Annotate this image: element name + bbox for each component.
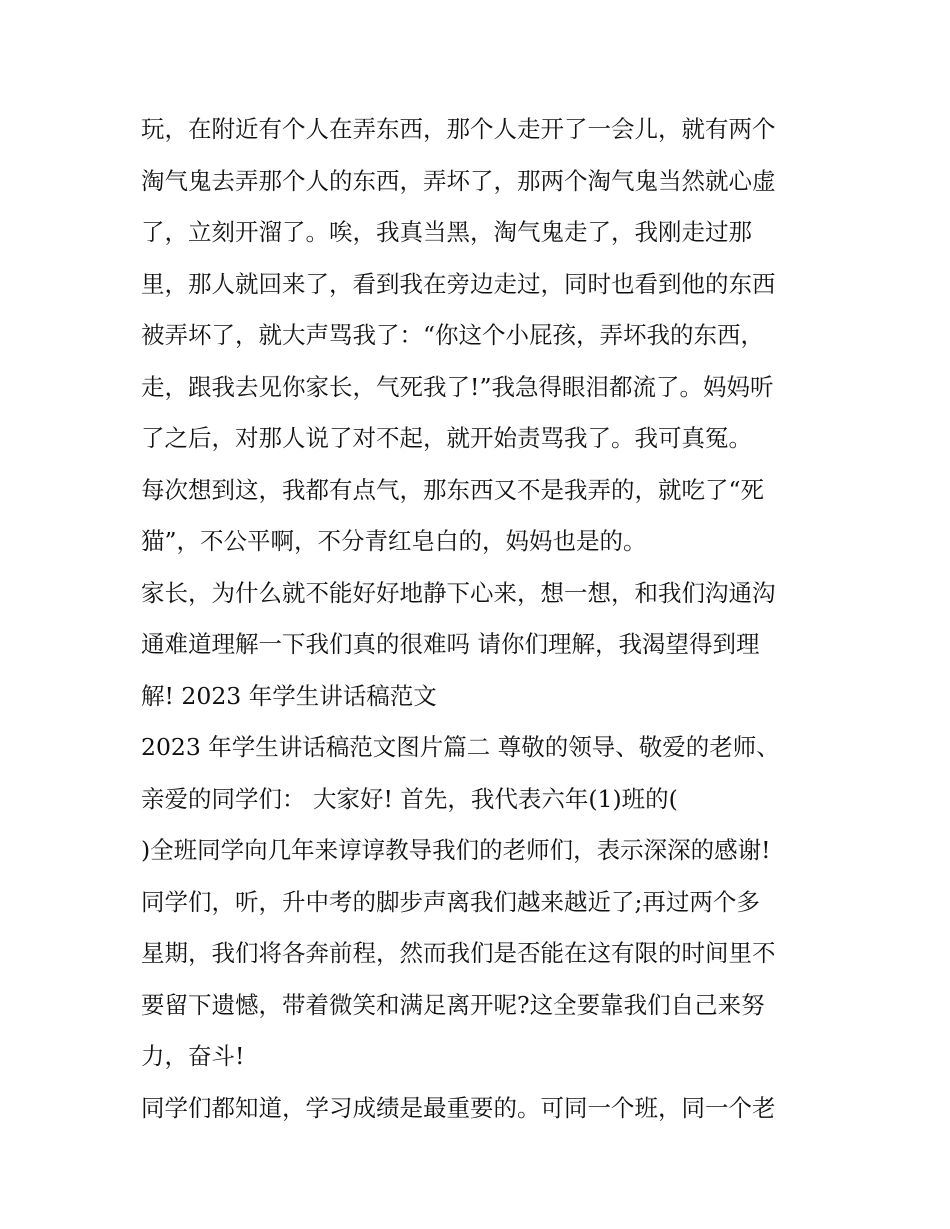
text-line: 2023 年学生讲话稿范文图片篇二 尊敬的领导、敬爱的老师、 (141, 733, 780, 761)
text-line: 玩，在附近有个人在弄东西，那个人走开了一会儿，就有两个 (141, 115, 776, 143)
text-line: 星期，我们将各奔前程，然而我们是否能在这有限的时间里不 (141, 939, 776, 967)
text-line: 了之后，对那人说了对不起，就开始责骂我了。我可真冤。 (141, 424, 752, 452)
text-line: 被弄坏了，就大声骂我了：“你这个小屁孩，弄坏我的东西， (141, 321, 765, 349)
text-line: 淘气鬼去弄那个人的东西，弄坏了，那两个淘气鬼当然就心虚 (141, 166, 776, 195)
text-line: 力，奋斗! (141, 1042, 245, 1070)
text-line: 要留下遗憾，带着微笑和满足离开呢?这全要靠我们自己来努 (141, 990, 765, 1019)
text-line: 解! 2023 年学生讲话稿范文 (141, 681, 437, 710)
text-line: 走，跟我去见你家长，气死我了!”我急得眼泪都流了。妈妈听 (141, 372, 774, 401)
text-line: )全班同学向几年来谆谆教导我们的老师们，表示深深的感谢! (141, 836, 771, 864)
text-line: 同学们，听，升中考的脚步声离我们越来越近了;再过两个多 (141, 887, 760, 916)
text-line: 每次想到这，我都有点气，那东西又不是我弄的，就吃了“死 (141, 475, 765, 504)
text-line: 亲爱的同学们： 大家好! 首先，我代表六年(1)班的( (141, 784, 678, 813)
text-line: 家长，为什么就不能好好地静下心来，想一想，和我们沟通沟 (141, 578, 776, 607)
text-line: 里，那人就回来了，看到我在旁边走过，同时也看到他的东西 (141, 269, 776, 298)
text-line: 同学们都知道，学习成绩是最重要的。可同一个班，同一个老 (141, 1093, 776, 1122)
body-text (141, 104, 821, 1134)
text-line: 了，立刻开溜了。唉，我真当黑，淘气鬼走了，我刚走过那 (141, 218, 752, 246)
text-line: 通难道理解一下我们真的很难吗 请你们理解，我渴望得到理 (141, 630, 760, 658)
text-line: 猫”，不公平啊，不分青红皂白的，妈妈也是的。 (141, 527, 647, 555)
